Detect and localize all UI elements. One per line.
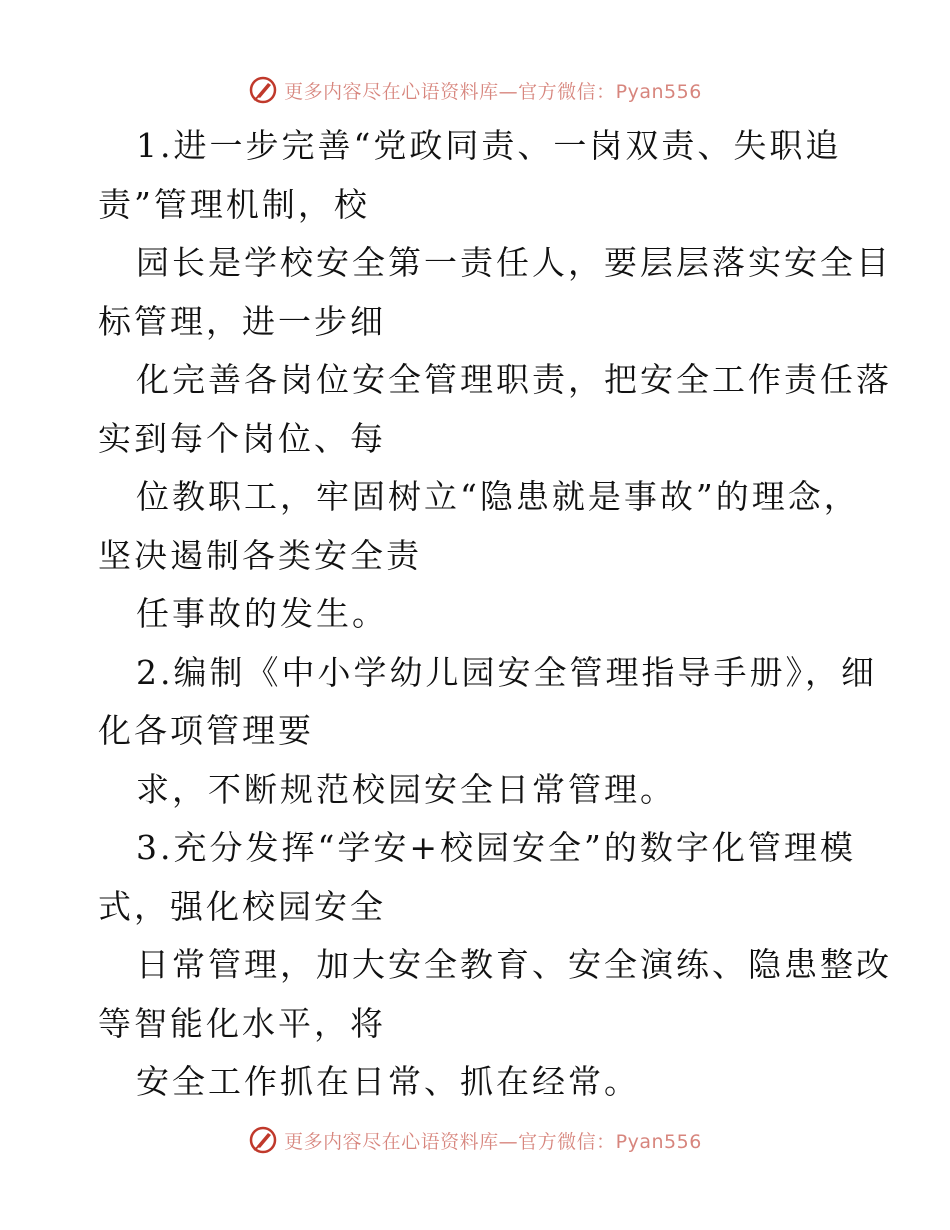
text-line: 园长是学校安全第一责任人，要层层落实安全目 (136, 243, 892, 282)
watermark-text: 更多内容尽在心语资料库—官方微信：Pyan556 (284, 1130, 702, 1153)
watermark-text: 更多内容尽在心语资料库—官方微信：Pyan556 (284, 80, 702, 103)
quill-logo-icon (248, 75, 278, 105)
text-line: 式，强化校园安全 (98, 886, 386, 926)
text-line: 2.编制《中小学幼儿园安全管理指导手册》，细 (136, 652, 877, 692)
text-line: 实到每个岗位、每 (98, 418, 386, 458)
header-watermark (0, 70, 950, 110)
text-line: 日常管理，加大安全教育、安全演练、隐患整改 (136, 945, 892, 984)
footer-watermark (0, 1120, 950, 1160)
document-body (98, 117, 892, 1112)
text-line: 等智能化水平，将 (98, 1003, 386, 1043)
quill-logo-icon (248, 1125, 278, 1155)
text-line: 安全工作抓在日常、抓在经常。 (136, 1062, 640, 1101)
text-line: 求，不断规范校园安全日常管理。 (136, 769, 676, 809)
text-line: 任事故的发生。 (136, 594, 388, 633)
text-line: 化各项管理要 (98, 711, 314, 750)
text-line: 坚决遏制各类安全责 (98, 535, 422, 575)
text-line: 3.充分发挥“学安+校园安全”的数字化管理模 (136, 828, 856, 867)
text-line: 标管理，进一步细 (98, 301, 386, 341)
text-line: 责”管理机制，校 (98, 184, 370, 224)
text-line: 1.进一步完善“党政同责、一岗双责、失职追 (136, 126, 842, 165)
text-line: 化完善各岗位安全管理职责，把安全工作责任落 (136, 360, 892, 399)
text-line: 位教职工，牢固树立“隐患就是事故”的理念， (136, 477, 860, 516)
